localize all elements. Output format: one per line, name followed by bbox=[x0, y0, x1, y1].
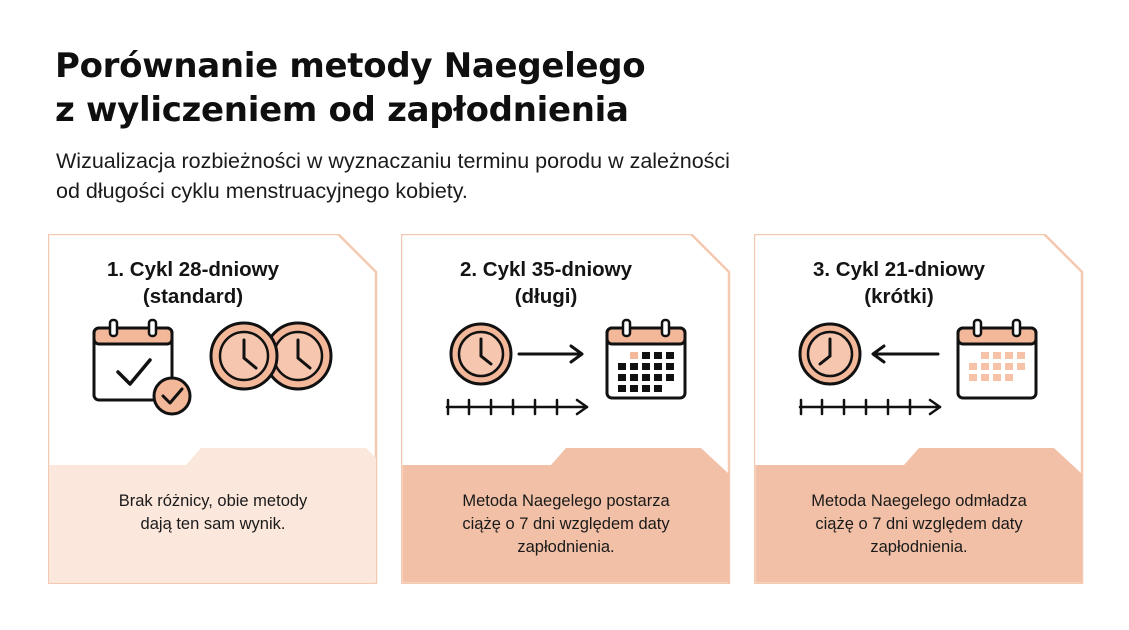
card-description bbox=[421, 490, 711, 559]
card-text-line-2: dają ten sam wynik. bbox=[140, 515, 286, 533]
clock-icon bbox=[800, 324, 860, 384]
card-text-line-1: Brak różnicy, obie metody bbox=[118, 492, 308, 510]
card-text-line-1: Metoda Naegelego odmładza bbox=[811, 492, 1027, 510]
card-icons bbox=[401, 314, 731, 424]
timeline-arrow-icon bbox=[447, 400, 587, 414]
card-title-line-2: (krótki) bbox=[864, 285, 934, 308]
card-title-line-1: 2. Cykl 35-dniowy bbox=[459, 258, 633, 281]
card-title-line-2: (długi) bbox=[514, 285, 578, 308]
page-title bbox=[55, 44, 645, 132]
card-text-line-3: zapłodnienia. bbox=[870, 538, 968, 556]
card-text-line-2: ciążę o 7 dni względem daty bbox=[462, 515, 670, 533]
card-title-line-1: 3. Cykl 21-dniowy bbox=[812, 258, 986, 281]
card-cycle-35 bbox=[401, 234, 731, 584]
card-icons bbox=[48, 314, 378, 424]
page-subtitle bbox=[56, 146, 730, 206]
timeline-arrow-icon bbox=[800, 400, 940, 414]
calendar-full-icon bbox=[607, 320, 685, 398]
card-description bbox=[68, 490, 358, 536]
card-cycle-21 bbox=[754, 234, 1084, 584]
arrow-left-icon bbox=[873, 346, 938, 362]
card-title bbox=[754, 256, 1044, 310]
subtitle-line-1: Wizualizacja rozbieżności w wyznaczaniu terminu porodu w zależności bbox=[56, 149, 730, 173]
card-text-line-2: ciążę o 7 dni względem daty bbox=[815, 515, 1023, 533]
clock-icon bbox=[451, 324, 511, 384]
double-clock-icon bbox=[211, 323, 331, 389]
card-text-line-1: Metoda Naegelego postarza bbox=[462, 492, 670, 510]
card-description bbox=[774, 490, 1064, 559]
check-circle-icon bbox=[154, 378, 190, 414]
arrow-right-icon bbox=[519, 346, 582, 362]
card-cycle-28 bbox=[48, 234, 378, 584]
card-title-line-2: (standard) bbox=[142, 285, 244, 308]
title-line-2: z wyliczeniem od zapłodnienia bbox=[55, 90, 629, 130]
calendar-faded-icon bbox=[958, 320, 1036, 398]
title-line-1: Porównanie metody Naegelego bbox=[55, 46, 646, 86]
card-title-line-1: 1. Cykl 28-dniowy bbox=[106, 258, 280, 281]
card-icons bbox=[754, 314, 1084, 424]
card-text-line-3: zapłodnienia. bbox=[517, 538, 615, 556]
card-title bbox=[48, 256, 338, 310]
subtitle-line-2: od długości cyklu menstruacyjnego kobiety. bbox=[56, 179, 468, 203]
card-title bbox=[401, 256, 691, 310]
